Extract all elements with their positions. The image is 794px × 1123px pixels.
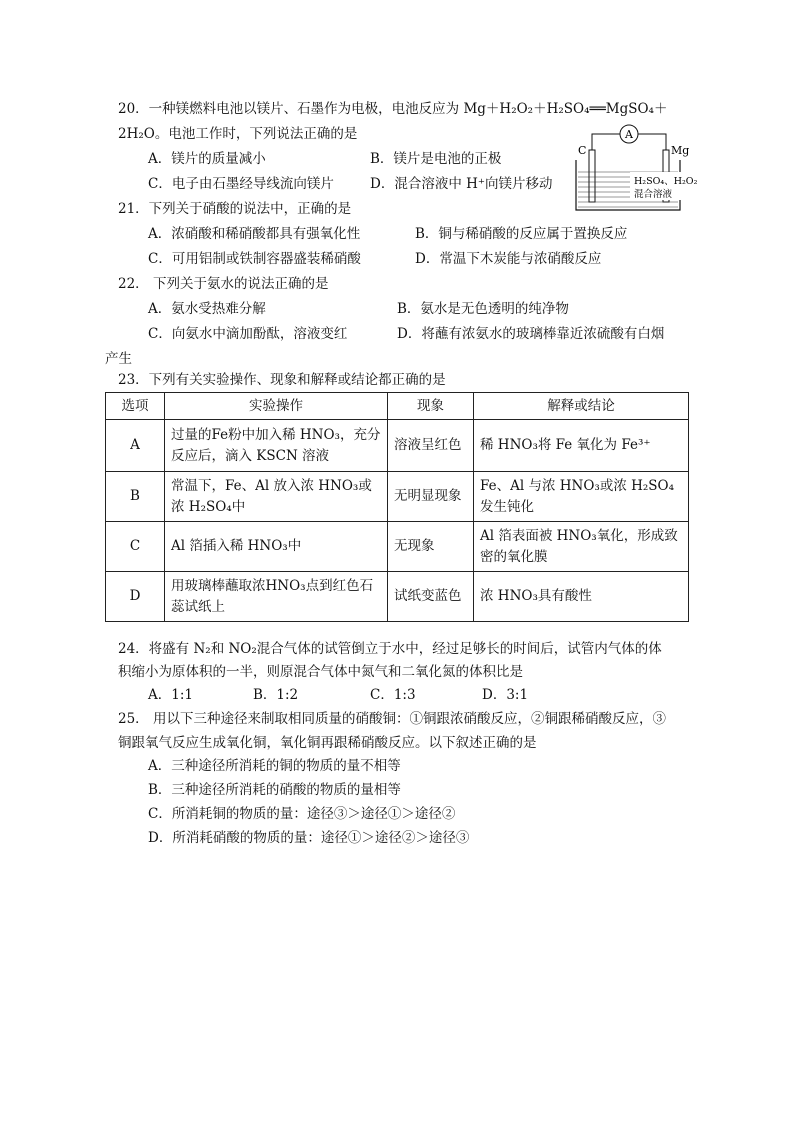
q21-option-b: B．铜与稀硝酸的反应属于置换反应 — [415, 226, 628, 242]
q22-option-a: A．氨水受热难分解 — [148, 301, 266, 317]
table-row — [106, 522, 689, 572]
q20-option-a: A．镁片的质量减小 — [148, 151, 266, 167]
q20-stem-line1: 20．一种镁燃料电池以镁片、石墨作为电极，电池反应为 Mg＋H₂O₂＋H₂SO₄══MgSO₄＋ — [118, 101, 668, 117]
row-phenomenon: 无现象 — [388, 522, 474, 572]
ammeter-label: A — [625, 128, 633, 141]
q25-stem-line2: 铜跟氧气反应生成氧化铜，氧化铜再跟稀硝酸反应。以下叙述正确的是 — [118, 735, 537, 751]
row-label: C — [106, 522, 165, 572]
header-operation: 实验操作 — [165, 393, 388, 420]
q24-stem-line1: 24．将盛有 N₂和 NO₂混合气体的试管倒立于水中，经过足够长的时间后，试管内气体的体 — [118, 641, 662, 657]
experiment-table — [105, 392, 689, 622]
q22-option-b: B．氨水是无色透明的纯净物 — [397, 301, 569, 317]
q25-option-d: D．所消耗硝酸的物质的量：途径①＞途径②＞途径③ — [148, 830, 470, 846]
row-conclusion: Fe、Al 与浓 HNO₃或浓 H₂SO₄发生钝化 — [474, 472, 689, 522]
q22-option-c: C．向氨水中滴加酚酞，溶液变红 — [148, 326, 348, 342]
row-label: B — [106, 472, 165, 522]
table-row — [106, 472, 689, 522]
table-row — [106, 420, 689, 472]
header-option: 选项 — [106, 393, 165, 420]
row-label: A — [106, 420, 165, 472]
graphite-electrode — [589, 150, 595, 202]
q21-stem: 21．下列关于硝酸的说法中，正确的是 — [118, 201, 352, 217]
q22-option-d-line1: D．将蘸有浓氨水的玻璃棒靠近浓硫酸有白烟 — [397, 326, 665, 342]
row-operation: 常温下，Fe、Al 放入浓 HNO₃或浓 H₂SO₄中 — [165, 472, 388, 522]
q23-stem: 23．下列有关实验操作、现象和解释或结论都正确的是 — [118, 372, 446, 388]
q24-option-d: D．3:1 — [482, 687, 529, 703]
q25-option-c: C．所消耗铜的物质的量：途径③＞途径①＞途径② — [148, 806, 456, 822]
row-label: D — [106, 572, 165, 622]
row-phenomenon: 溶液呈红色 — [388, 420, 474, 472]
table-row — [106, 572, 689, 622]
q22-stem: 22． 下列关于氨水的说法正确的是 — [118, 276, 329, 292]
q20-stem-line2: 2H₂O。电池工作时，下列说法正确的是 — [118, 126, 358, 142]
row-conclusion: Al 箔表面被 HNO₃氧化，形成致密的氧化膜 — [474, 522, 689, 572]
q24-option-c: C．1:3 — [370, 687, 416, 703]
table-header-row — [106, 393, 689, 420]
row-conclusion: 浓 HNO₃具有酸性 — [474, 572, 689, 622]
row-phenomenon: 无明显现象 — [388, 472, 474, 522]
q21-option-d: D．常温下木炭能与浓硝酸反应 — [415, 251, 602, 267]
q24-option-b: B．1:2 — [253, 687, 299, 703]
row-conclusion: 稀 HNO₃将 Fe 氧化为 Fe³⁺ — [474, 420, 689, 472]
left-electrode-label: C — [578, 144, 587, 157]
q25-stem-line1: 25． 用以下三种途径来制取相同质量的硝酸铜：①铜跟浓硝酸反应，②铜跟稀硝酸反应，③ — [118, 711, 666, 727]
header-conclusion: 解释或结论 — [474, 393, 689, 420]
solution-label-line2: 混合溶液 — [634, 189, 673, 200]
q24-stem-line2: 积缩小为原体积的一半，则原混合气体中氮气和二氧化氮的体积比是 — [118, 664, 523, 680]
q20-option-c: C．电子由石墨经导线流向镁片 — [148, 176, 334, 192]
row-operation: 过量的Fe粉中加入稀 HNO₃，充分反应后，滴入 KSCN 溶液 — [165, 420, 388, 472]
row-operation: 用玻璃棒蘸取浓HNO₃点到红色石蕊试纸上 — [165, 572, 388, 622]
solution-label-line1: H₂SO₄、H₂O₂ — [634, 176, 698, 187]
row-operation: Al 箔插入稀 HNO₃中 — [165, 522, 388, 572]
header-phenomenon: 现象 — [388, 393, 474, 420]
q21-option-c: C．可用铝制或铁制容器盛装稀硝酸 — [148, 251, 361, 267]
q22-option-d-line2: 产生 — [105, 351, 132, 367]
row-phenomenon: 试纸变蓝色 — [388, 572, 474, 622]
q25-option-b: B．三种途径所消耗的硝酸的物质的量相等 — [148, 782, 401, 798]
q25-option-a: A．三种途径所消耗的铜的物质的量不相等 — [148, 758, 401, 774]
battery-diagram — [570, 122, 700, 214]
q20-option-d: D．混合溶液中 H⁺向镁片移动 — [370, 176, 553, 192]
q20-option-b: B．镁片是电池的正极 — [370, 151, 502, 167]
left-wire — [592, 134, 620, 150]
right-wire — [638, 134, 666, 150]
q21-option-a: A．浓硝酸和稀硝酸都具有强氧化性 — [148, 226, 361, 242]
right-electrode-label: Mg — [671, 144, 690, 157]
q24-option-a: A．1:1 — [148, 687, 193, 703]
